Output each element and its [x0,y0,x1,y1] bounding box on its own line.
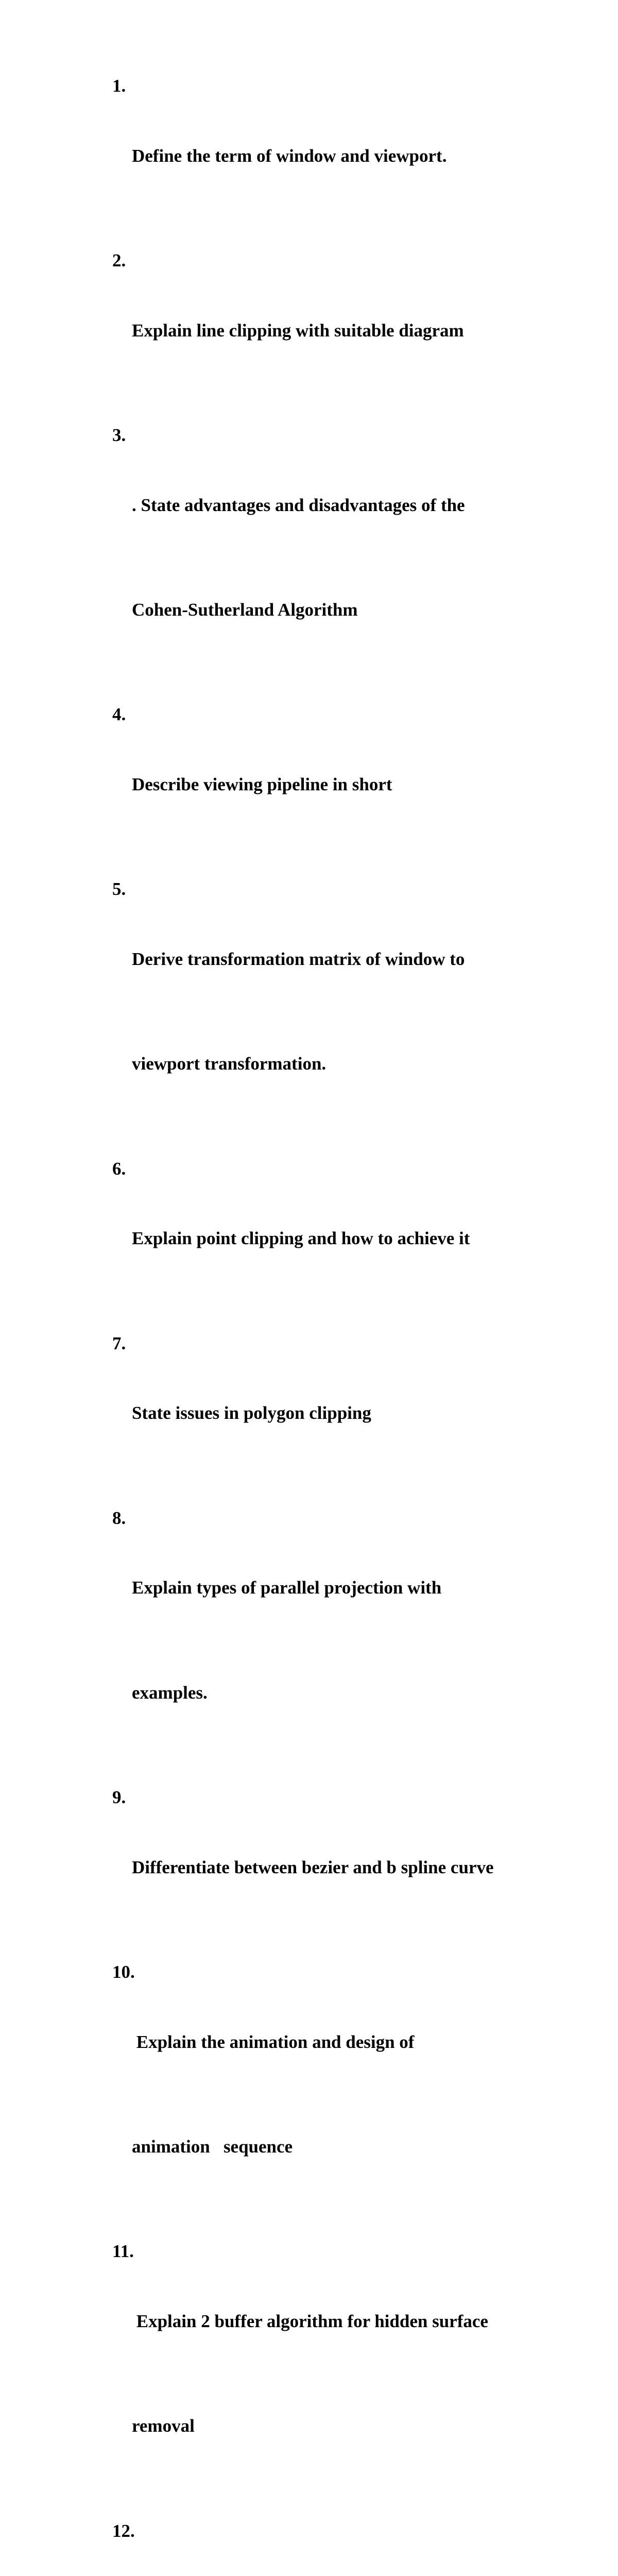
question-text [132,2234,488,2513]
question-number: 12. [112,2520,135,2541]
question-item-5 [112,872,576,1151]
question-text [132,1955,414,2234]
question-number: 10. [112,1962,135,1982]
question-text [132,872,465,1151]
question-line: removal [132,2416,195,2436]
question-list [112,69,576,2576]
question-line: Define the term of window and viewport. [132,145,447,166]
question-text [132,697,392,872]
question-text [132,2514,489,2576]
question-line: Differentiate between bezier and b spline curve [132,1857,494,1877]
question-line: . State advantages and disadvantages of the [132,495,465,515]
question-line: Explain line clipping with suitable diagram [132,320,464,341]
question-line: Explain 2 buffer algorithm for hidden surface [132,2311,488,2331]
question-line: examples. [132,1682,208,1703]
question-text [132,69,447,243]
question-item-9 [112,1780,576,1955]
question-text [132,1501,441,1780]
question-number: 11. [112,2241,134,2262]
question-number: 7. [112,1333,126,1353]
question-item-12 [112,2514,576,2576]
question-line: Explain point clipping and how to achieve it [132,1228,470,1249]
question-item-3 [112,418,576,697]
question-line: Explain types of parallel projection with [132,1578,442,1598]
question-number: 2. [112,250,126,270]
question-line: Cohen-Sutherland Algorithm [132,599,358,620]
question-number: 8. [112,1507,126,1528]
question-text [132,1780,493,1955]
question-number: 1. [112,76,126,96]
question-line: viewport transformation. [132,1054,327,1074]
question-line: State issues in polygon clipping [132,1403,371,1423]
question-item-1 [112,69,576,243]
question-text [132,418,465,697]
question-number: 4. [112,704,126,725]
question-number: 9. [112,1787,126,1808]
question-number: 5. [112,879,126,900]
question-line: Explain the animation and design of [132,2031,415,2052]
question-item-6 [112,1151,576,1326]
question-text [132,1326,371,1501]
question-text [132,243,464,418]
question-item-2 [112,243,576,418]
question-item-10 [112,1955,576,2234]
question-number: 3. [112,425,126,445]
question-item-8 [112,1501,576,1780]
question-text [132,1151,470,1326]
question-line: Describe viewing pipeline in short [132,774,392,794]
question-line: animation sequence [132,2137,293,2157]
question-number: 6. [112,1158,126,1179]
question-item-4 [112,697,576,872]
question-item-7 [112,1326,576,1501]
question-line: Derive transformation matrix of window to [132,948,465,969]
question-item-11 [112,2234,576,2513]
